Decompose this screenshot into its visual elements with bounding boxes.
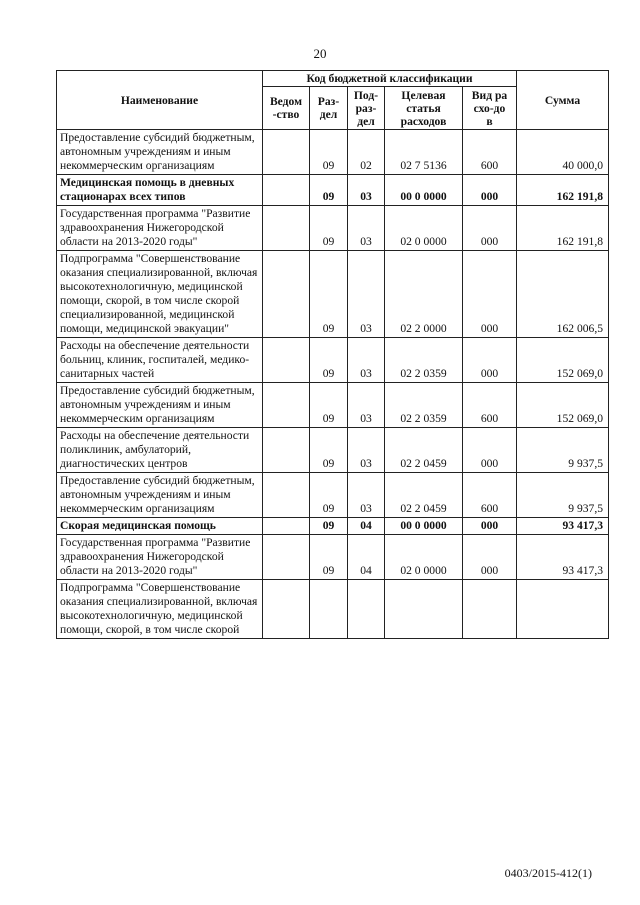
row-vid: 000 [463, 428, 517, 473]
row-sum: 152 069,0 [517, 383, 609, 428]
row-razdel: 09 [310, 518, 348, 535]
row-vid: 000 [463, 206, 517, 251]
document-code: 0403/2015-412(1) [504, 866, 592, 880]
table-row [57, 206, 609, 251]
row-name: Государственная программа "Развитие здравоохранения Нижегородской области на 2013-2020 годы" [57, 206, 263, 251]
row-podrazdel: 04 [348, 518, 385, 535]
row-target: 02 2 0359 [385, 383, 463, 428]
row-vedomstvo [263, 206, 310, 251]
row-vedomstvo [263, 338, 310, 383]
row-vedomstvo [263, 473, 310, 518]
row-vedomstvo [263, 175, 310, 206]
row-vedomstvo [263, 535, 310, 580]
row-podrazdel: 03 [348, 251, 385, 338]
row-razdel: 09 [310, 535, 348, 580]
budget-table [56, 70, 609, 639]
row-podrazdel: 03 [348, 175, 385, 206]
row-target [385, 580, 463, 639]
row-name: Расходы на обеспечение деятельности больниц, клиник, госпиталей, медико-санитарных частей [57, 338, 263, 383]
row-vid: 000 [463, 175, 517, 206]
row-target: 02 0 0000 [385, 535, 463, 580]
header-target: Целевая статья расходов [385, 87, 463, 130]
row-sum: 162 191,8 [517, 175, 609, 206]
table-row [57, 428, 609, 473]
page-number: 20 [313, 46, 327, 61]
row-razdel: 09 [310, 338, 348, 383]
row-sum: 9 937,5 [517, 473, 609, 518]
table-row [57, 518, 609, 535]
row-name: Государственная программа "Развитие здравоохранения Нижегородской области на 2013-2020 годы" [57, 535, 263, 580]
row-podrazdel: 03 [348, 338, 385, 383]
row-razdel: 09 [310, 473, 348, 518]
header-podrazdel: Под-раз-дел [348, 87, 385, 130]
row-razdel: 09 [310, 175, 348, 206]
row-name: Предоставление субсидий бюджетным, автономным учреждениям и иным некоммерческим организациям [57, 473, 263, 518]
row-vedomstvo [263, 428, 310, 473]
table-row [57, 535, 609, 580]
row-razdel: 09 [310, 383, 348, 428]
row-name: Расходы на обеспечение деятельности поликлиник, амбулаторий, диагностических центров [57, 428, 263, 473]
row-vid: 600 [463, 130, 517, 175]
header-vid: Вид расхо-дов [463, 87, 517, 130]
row-target: 00 0 0000 [385, 518, 463, 535]
row-vid: 000 [463, 251, 517, 338]
row-podrazdel: 03 [348, 206, 385, 251]
row-podrazdel: 03 [348, 473, 385, 518]
row-razdel: 09 [310, 428, 348, 473]
row-vedomstvo [263, 130, 310, 175]
row-razdel [310, 580, 348, 639]
row-name: Скорая медицинская помощь [57, 518, 263, 535]
row-razdel: 09 [310, 206, 348, 251]
row-vedomstvo [263, 580, 310, 639]
header-razdel: Раз-дел [310, 87, 348, 130]
header-row-1 [57, 71, 609, 87]
table-row [57, 251, 609, 338]
table-row [57, 338, 609, 383]
row-sum: 93 417,3 [517, 518, 609, 535]
row-podrazdel: 03 [348, 383, 385, 428]
row-target: 02 0 0000 [385, 206, 463, 251]
row-vid: 000 [463, 535, 517, 580]
row-target: 00 0 0000 [385, 175, 463, 206]
row-vedomstvo [263, 383, 310, 428]
row-name: Предоставление субсидий бюджетным, автономным учреждениям и иным некоммерческим организациям [57, 383, 263, 428]
table-row [57, 175, 609, 206]
row-vid: 600 [463, 473, 517, 518]
row-podrazdel [348, 580, 385, 639]
row-sum: 152 069,0 [517, 338, 609, 383]
row-vedomstvo [263, 518, 310, 535]
row-vid: 600 [463, 383, 517, 428]
header-vedomstvo: Ведом-ство [263, 87, 310, 130]
table-row [57, 130, 609, 175]
row-vid: 000 [463, 338, 517, 383]
row-sum: 162 191,8 [517, 206, 609, 251]
row-sum: 9 937,5 [517, 428, 609, 473]
table-row [57, 383, 609, 428]
row-target: 02 2 0000 [385, 251, 463, 338]
row-target: 02 2 0459 [385, 428, 463, 473]
row-name: Предоставление субсидий бюджетным, автономным учреждениям и иным некоммерческим организациям [57, 130, 263, 175]
row-name: Подпрограмма "Совершенствование оказания специализированной, включая высокотехнологичную, медицинской помощи, скорой, в том числе скорой [57, 580, 263, 639]
row-target: 02 2 0359 [385, 338, 463, 383]
row-target: 02 2 0459 [385, 473, 463, 518]
row-razdel: 09 [310, 251, 348, 338]
row-podrazdel: 04 [348, 535, 385, 580]
row-podrazdel: 03 [348, 428, 385, 473]
row-sum: 40 000,0 [517, 130, 609, 175]
header-sum: Сумма [517, 71, 609, 130]
row-sum: 162 006,5 [517, 251, 609, 338]
row-podrazdel: 02 [348, 130, 385, 175]
row-sum: 93 417,3 [517, 535, 609, 580]
row-sum [517, 580, 609, 639]
row-name: Медицинская помощь в дневных стационарах всех типов [57, 175, 263, 206]
row-target: 02 7 5136 [385, 130, 463, 175]
row-razdel: 09 [310, 130, 348, 175]
header-classification-group: Код бюджетной классификации [263, 71, 517, 87]
row-vid [463, 580, 517, 639]
row-vid: 000 [463, 518, 517, 535]
row-vedomstvo [263, 251, 310, 338]
row-name: Подпрограмма "Совершенствование оказания специализированной, включая высокотехнологичную, медицинской помощи, скорой, в том числе скорой специализированной, медицинской помощи, медицинской эвакуации" [57, 251, 263, 338]
table-row [57, 580, 609, 639]
table-row [57, 473, 609, 518]
header-name: Наименование [57, 71, 263, 130]
